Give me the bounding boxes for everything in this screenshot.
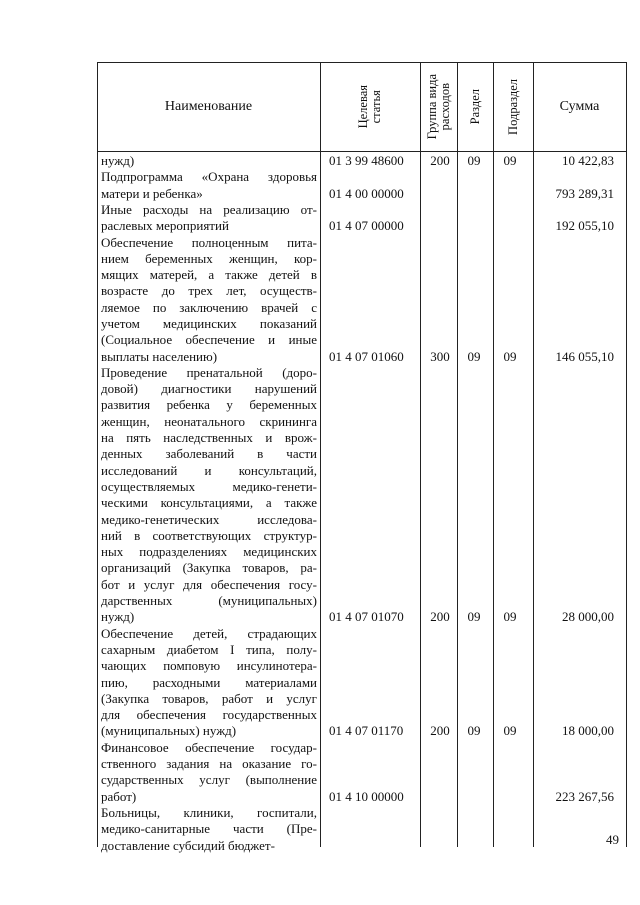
row-name-line: Подпрограмма «Охрана здоровья: [101, 169, 317, 185]
row-name-line: Финансовое обеспечение государ-: [101, 739, 317, 755]
row-name: [101, 365, 317, 626]
row-target: 01 4 07 01070: [329, 609, 404, 625]
row-name-line: возрасте до трех лет, осуществ-: [101, 283, 317, 299]
row-name-line: дарственных (муниципальных): [101, 593, 317, 609]
row-name-line: (Социальное обеспечение и иные: [101, 332, 317, 348]
row-target: 01 4 07 01170: [329, 723, 404, 739]
header-subsection: [493, 62, 533, 151]
row-name-line: медико-санитарные части (Пре-: [101, 821, 317, 837]
column-divider: [320, 62, 321, 847]
header-group: [420, 62, 457, 151]
row-name-line: чающих помповую инсулинотера-: [101, 658, 317, 674]
page-number: 49: [606, 832, 619, 847]
row-sum: 793 289,31: [555, 185, 614, 201]
row-sum: 28 000,00: [562, 609, 614, 625]
row-target: 01 4 07 01060: [329, 348, 404, 364]
row-name-line: нужд): [101, 609, 135, 625]
header-section: [457, 62, 493, 151]
row-name-line: Иные расходы на реализацию от-: [101, 201, 317, 217]
row-name-line: мящих матерей, а также детей в: [101, 267, 317, 283]
row-section: 09: [467, 723, 481, 739]
row-name-line: ний в соответствующих структур-: [101, 527, 317, 543]
row-name: [101, 626, 317, 740]
column-divider: [626, 62, 627, 847]
row-subsection: 09: [503, 723, 517, 739]
row-section: 09: [467, 609, 481, 625]
row-name-line: ных подразделениях медицинских: [101, 544, 317, 560]
row-name-line: на пять наследственных и врож-: [101, 430, 317, 446]
row-name-line: Проведение пренатальной (доро-: [101, 364, 317, 380]
row-name-line: организаций (Закупка товаров, ра-: [101, 560, 317, 576]
row-name-line: сударственных услуг (выполнение: [101, 772, 317, 788]
row-name: [101, 153, 317, 169]
row-group: 200: [430, 723, 450, 739]
header-target-text: Целевая статья: [356, 84, 383, 129]
row-name-line: ляемое по заключению врачей с: [101, 299, 317, 315]
row-group: 200: [430, 153, 450, 168]
row-target: 01 4 10 00000: [329, 788, 404, 804]
row-section: 09: [467, 348, 481, 364]
row-group: 300: [430, 348, 450, 364]
row-sum: 10 422,83: [562, 153, 614, 168]
row-name: [101, 740, 317, 805]
row-sum: 18 000,00: [562, 723, 614, 739]
header-subsection-text: Подраздел: [505, 78, 520, 135]
row-subsection: 09: [503, 153, 517, 168]
row-name-line: сахарным диабетом I типа, полу-: [101, 641, 317, 657]
header-sum: Сумма: [559, 98, 600, 114]
row-sum: 192 055,10: [555, 218, 614, 234]
row-name-line: развития ребенка у беременных: [101, 397, 317, 413]
row-name-line: исследований и консультаций,: [101, 462, 317, 478]
row-name-line: раслевых мероприятий: [101, 218, 229, 234]
header-target: [320, 62, 420, 151]
column-divider: [493, 62, 494, 847]
row-section: 09: [467, 153, 481, 168]
header-group-text: Группа вида расходов: [424, 73, 452, 140]
column-divider: [533, 62, 534, 847]
row-name-line: нужд): [101, 153, 135, 168]
row-target: 01 4 00 00000: [329, 185, 404, 201]
row-group: 200: [430, 609, 450, 625]
row-name-line: выплаты населению): [101, 348, 218, 364]
row-name-line: женщин, неонатального скрининга: [101, 413, 317, 429]
row-name-line: Обеспечение полноценным пита-: [101, 234, 317, 250]
row-name-line: бот и услуг для обеспечения госу-: [101, 576, 317, 592]
header-bottom-border: [97, 151, 626, 152]
row-name-line: Обеспечение детей, страдающих: [101, 625, 317, 641]
row-name: [101, 202, 317, 235]
row-name-line: ческими консультациями, а также: [101, 495, 317, 511]
row-name-line: ственного задания на оказание го-: [101, 756, 317, 772]
header-section-text: Раздел: [467, 88, 482, 125]
row-name: [101, 805, 317, 854]
row-name: [101, 235, 317, 365]
budget-table: [97, 62, 626, 853]
row-target: 01 3 99 48600: [329, 153, 404, 168]
row-subsection: 09: [503, 348, 517, 364]
row-name-line: довой) диагностики нарушений: [101, 381, 317, 397]
column-divider: [97, 62, 98, 847]
row-name-line: (муниципальных) нужд): [101, 723, 237, 739]
row-name-line: доставление субсидий бюджет-: [101, 837, 275, 853]
row-name-line: для обеспечения государственных: [101, 707, 317, 723]
row-name-line: матери и ребенка»: [101, 185, 203, 201]
row-name-line: работ): [101, 788, 137, 804]
header-name: Наименование: [164, 98, 253, 114]
row-target: 01 4 07 00000: [329, 218, 404, 234]
row-name-line: осуществляемых медико-генети-: [101, 478, 317, 494]
row-name-line: (Закупка товаров, работ и услуг: [101, 690, 317, 706]
row-name: [101, 169, 317, 202]
row-name-line: пию, расходными материалами: [101, 674, 317, 690]
row-name-line: медико-генетических исследова-: [101, 511, 317, 527]
row-name-line: Больницы, клиники, госпитали,: [101, 805, 317, 820]
row-name-line: учетом медицинских показаний: [101, 315, 317, 331]
row-name-line: денных заболеваний в части: [101, 446, 317, 462]
row-sum: 146 055,10: [555, 348, 614, 364]
row-subsection: 09: [503, 609, 517, 625]
row-sum: 223 267,56: [555, 788, 614, 804]
row-name-line: нием беременных женщин, кор-: [101, 250, 317, 266]
